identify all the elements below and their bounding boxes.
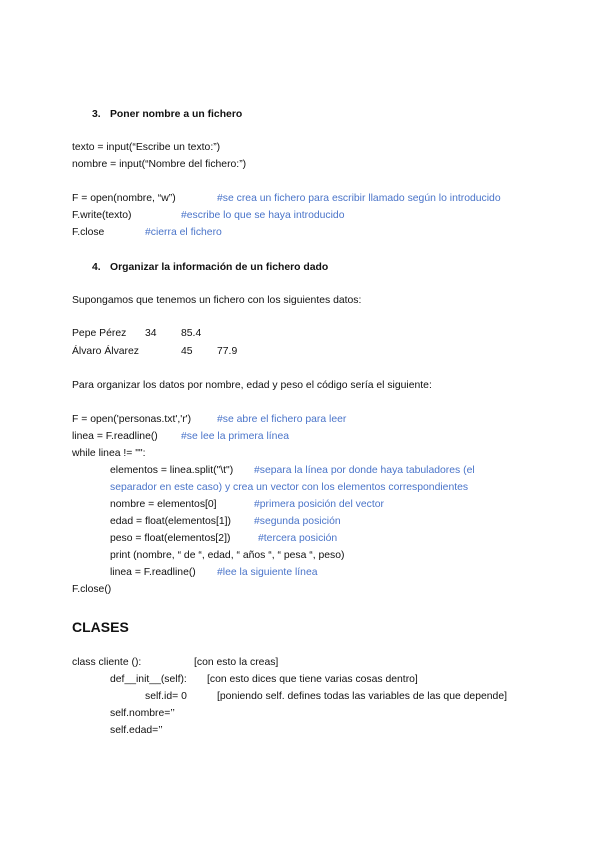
code-self-id: self.id= 0 — [145, 691, 187, 702]
code-print: print (nombre, “ de “, edad, “ años “, “ pesa “, peso) — [110, 550, 345, 561]
code-open-read: F = open('personas.txt','r') — [72, 414, 192, 425]
comment-edad: #segunda posición — [254, 516, 341, 527]
code-write: F.write(texto) — [72, 210, 132, 221]
comment-peso: #tercera posición — [258, 533, 338, 544]
code-line-texto: texto = input(“Escribe un texto:”) — [72, 142, 221, 153]
clases-heading: CLASES — [72, 619, 129, 635]
code-line-nombre: nombre = input(“Nombre del fichero:”) — [72, 159, 247, 170]
code-open-write: F = open(nombre, “w”) — [72, 193, 176, 204]
code-close: F.close — [72, 227, 105, 238]
section-3-number: 3. — [92, 109, 101, 120]
note-class: [con esto la creas] — [194, 657, 279, 668]
code-while: while linea != "": — [72, 448, 146, 459]
data-row-2-age: 45 — [181, 346, 193, 357]
comment-open-read: #se abre el fichero para leer — [217, 414, 347, 425]
code-edad: edad = float(elementos[1]) — [110, 516, 232, 527]
comment-readline: #se lee la primera línea — [181, 431, 290, 442]
comment-readline-next: #lee la siguiente línea — [217, 567, 318, 578]
section-4-title: Organizar la información de un fichero dado — [110, 262, 329, 273]
comment-close: #cierra el fichero — [145, 227, 222, 238]
comment-nombre: #primera posición del vector — [254, 499, 384, 510]
code-split: elementos = linea.split("\t") — [110, 465, 234, 476]
code-peso: peso = float(elementos[2]) — [110, 533, 231, 544]
data-row-1-age: 34 — [145, 328, 157, 339]
comment-split-continued: separador en este caso) y crea un vector con los elementos correspondientes — [110, 482, 469, 493]
data-row-2-weight: 77.9 — [217, 346, 238, 357]
comment-split: #separa la línea por donde haya tabuladores (el — [254, 465, 475, 476]
note-self-id: [poniendo self. defines todas las variables de las que depende] — [217, 691, 507, 702]
code-self-nombre: self.nombre=’’ — [110, 708, 175, 719]
data-row-1-name: Pepe Pérez — [72, 328, 127, 339]
section-4-number: 4. — [92, 262, 101, 273]
note-init: [con esto dices que tiene varias cosas dentro] — [207, 674, 418, 685]
comment-open-write: #se crea un fichero para escribir llamado según lo introducido — [217, 193, 501, 204]
code-init: def__init__(self): — [110, 674, 187, 685]
section-3-title: Poner nombre a un fichero — [110, 109, 243, 120]
code-nombre: nombre = elementos[0] — [110, 499, 217, 510]
code-self-edad: self.edad=’’ — [110, 725, 163, 736]
section-4-intro-2: Para organizar los datos por nombre, edad y peso el código sería el siguiente: — [72, 380, 432, 391]
code-close-2: F.close() — [72, 584, 112, 595]
data-row-2-name: Álvaro Álvarez — [72, 346, 139, 357]
data-row-1-weight: 85.4 — [181, 328, 202, 339]
section-4-intro: Supongamos que tenemos un fichero con los siguientes datos: — [72, 295, 362, 306]
comment-write: #escribe lo que se haya introducido — [181, 210, 345, 221]
code-readline-next: linea = F.readline() — [110, 567, 196, 578]
code-readline: linea = F.readline() — [72, 431, 158, 442]
code-class: class cliente (): — [72, 657, 142, 668]
